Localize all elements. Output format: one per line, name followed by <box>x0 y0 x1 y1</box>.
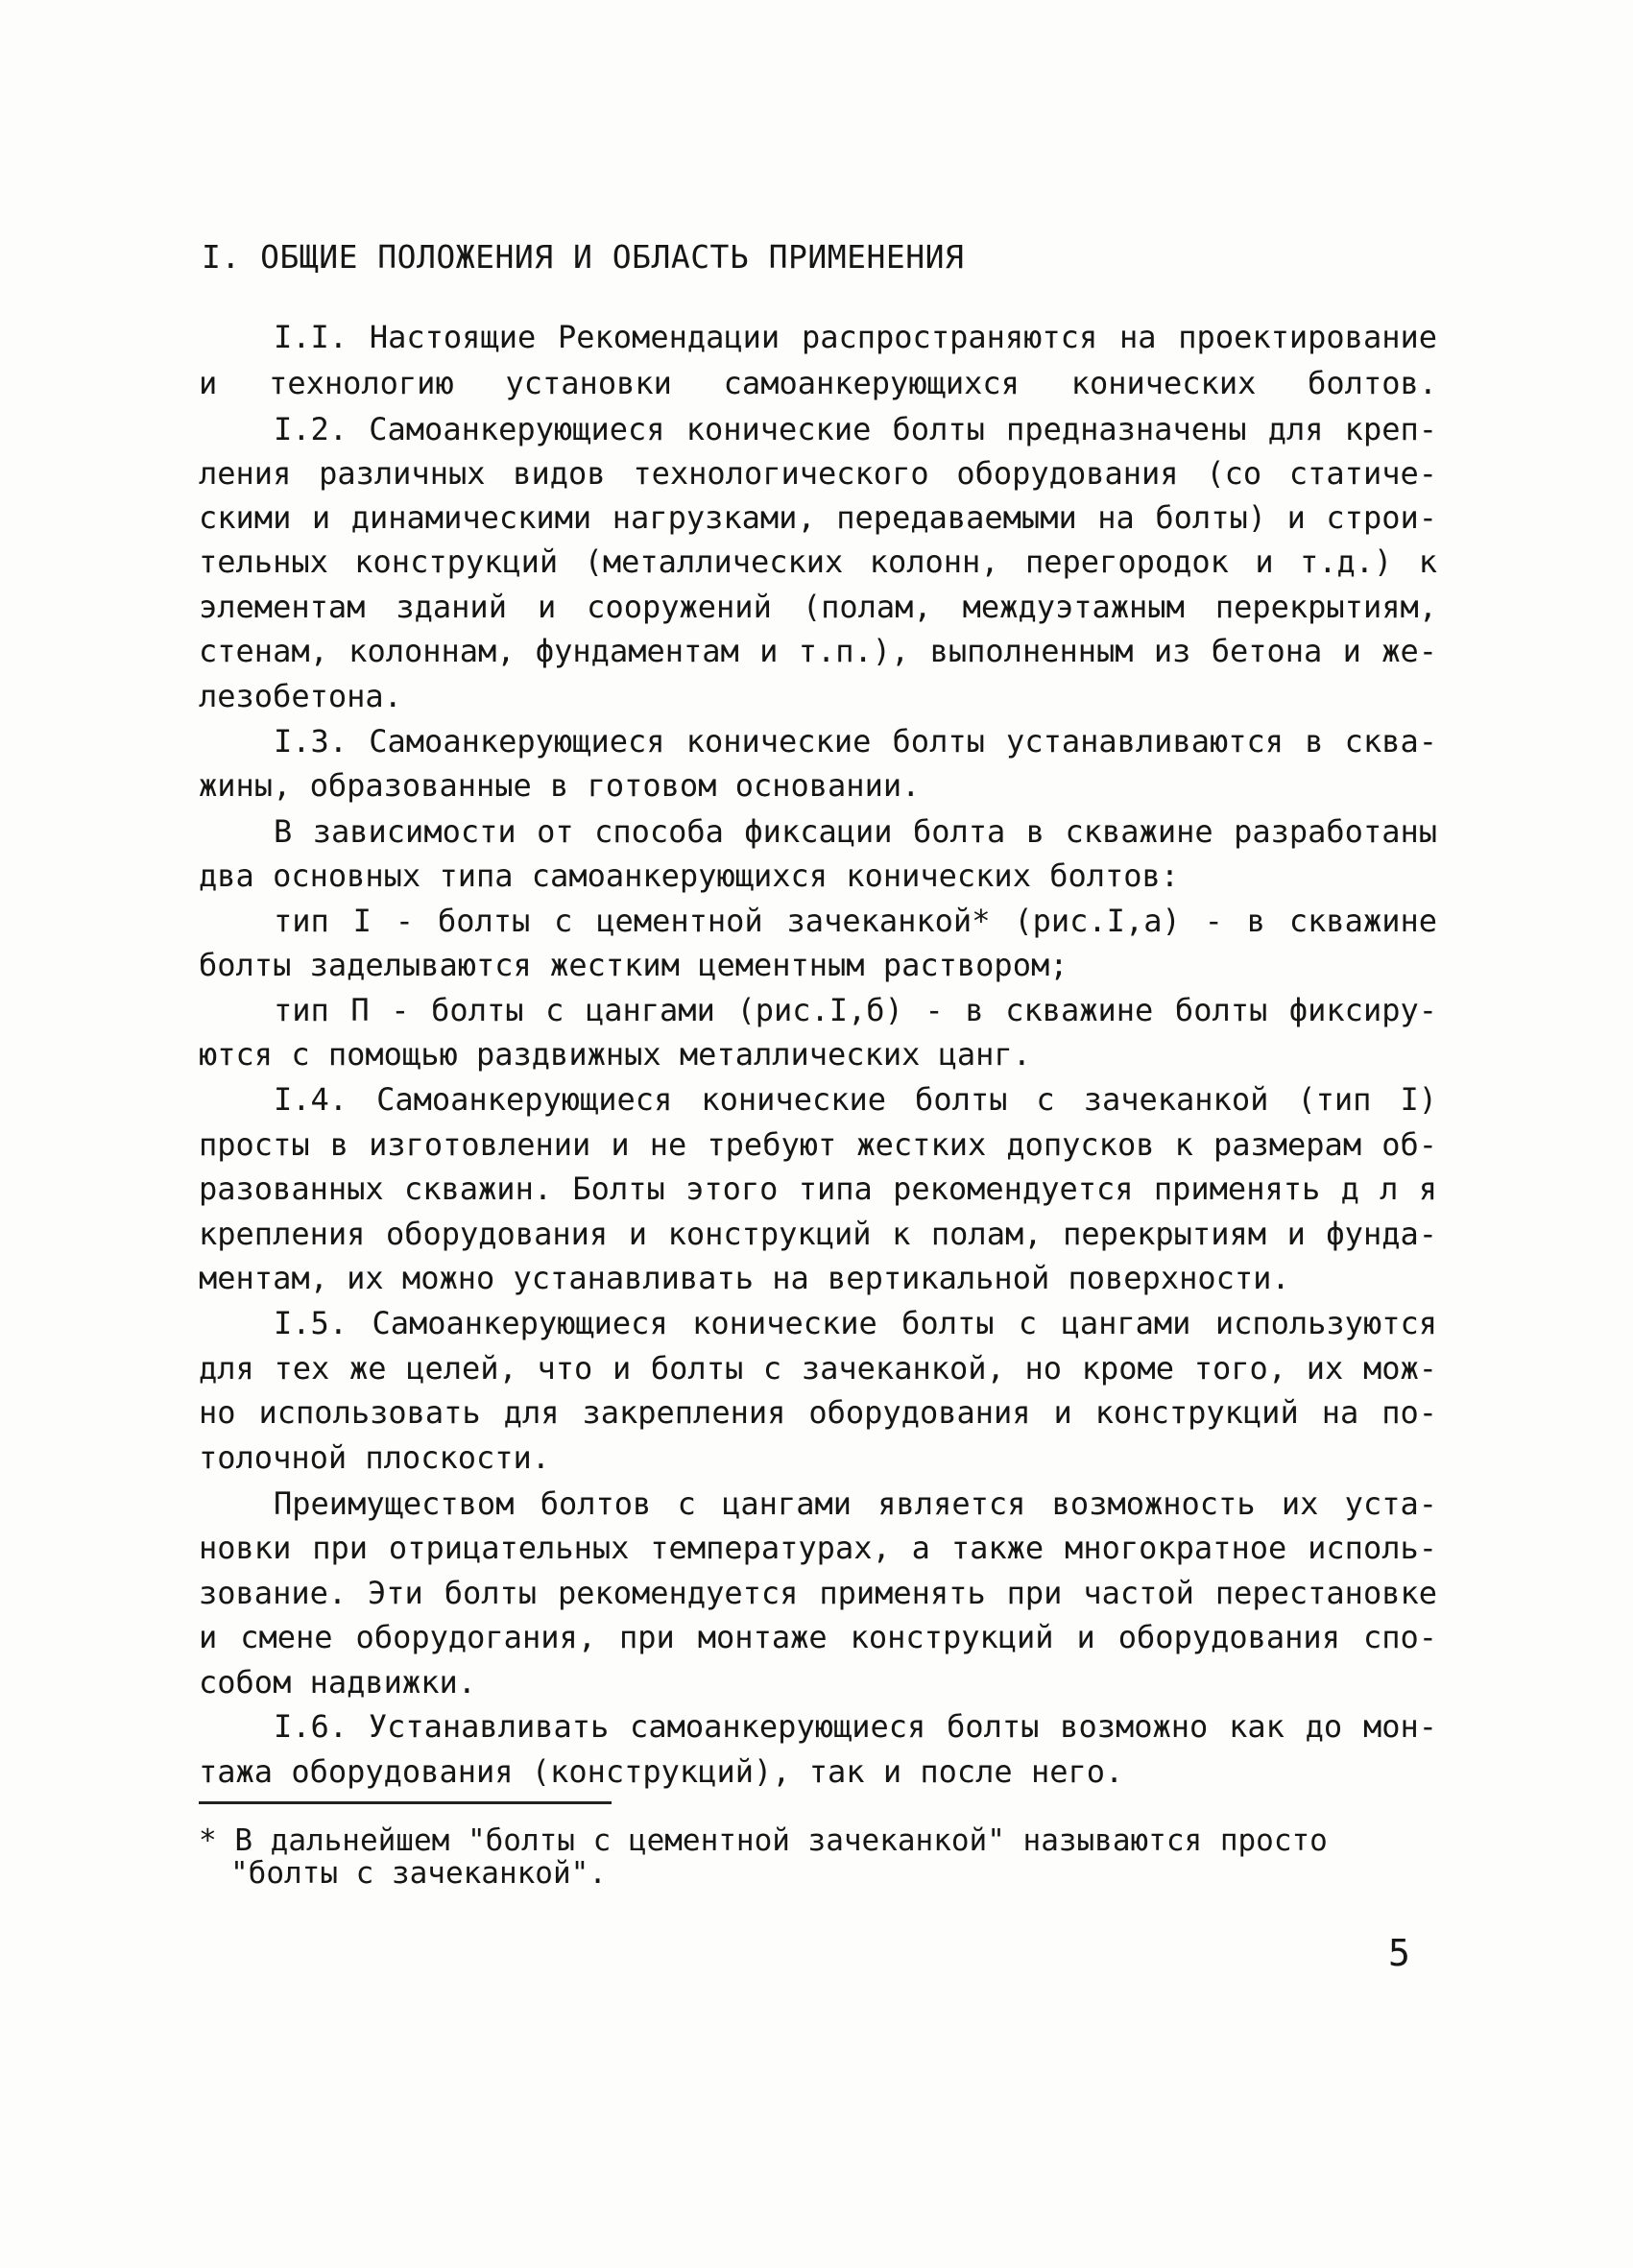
text-line: тельных конструкций (металлических колонн, перегородок и т.д.) к <box>199 543 1437 580</box>
text-line: ются с помощью раздвижных металлических цанг. <box>199 1036 1031 1073</box>
text-line: и технологию установки самоанкерующихся конических болтов. <box>199 365 1437 401</box>
text-line: толочной плоскости. <box>199 1439 551 1476</box>
text-line: крепления оборудования и конструкций к полам, перекрытиям и фунда- <box>199 1216 1437 1252</box>
footnote-line: * В дальнейшем "болты с цементной зачеканкой" называются просто <box>199 1823 1328 1858</box>
text-line: тип П - болты с цангами (рис.I,б) - в скважине болты фиксиру- <box>274 992 1437 1028</box>
text-line: и смене оборудогания, при монтаже конструкций и оборудования спо- <box>199 1619 1437 1655</box>
text-line: ментам, их можно устанавливать на вертикальной поверхности. <box>199 1260 1290 1296</box>
text-line: жины, образованные в готовом основании. <box>199 767 921 804</box>
footnote-rule <box>199 1801 612 1804</box>
text-line: просты в изготовлении и не требуют жестких допусков к размерам об- <box>199 1126 1437 1163</box>
text-line: два основных типа самоанкерующихся конических болтов: <box>199 857 1180 894</box>
text-line: I.4. Самоанкерующиеся конические болты с зачеканкой (тип I) <box>274 1081 1437 1118</box>
text-line: болты заделываются жестким цементным раствором; <box>199 947 1069 983</box>
text-line: для тех же целей, что и болты с зачеканкой, но кроме того, их мож- <box>199 1350 1437 1387</box>
text-line: I.2. Самоанкерующиеся конические болты предназначены для креп- <box>274 411 1437 447</box>
text-line: тажа оборудования (конструкций), так и после него. <box>199 1753 1124 1790</box>
text-line: новки при отрицательных температурах, а также многократное исполь- <box>199 1530 1437 1566</box>
text-line: зование. Эти болты рекомендуется применять при частой перестановке <box>199 1575 1437 1611</box>
text-line: скими и динамическими нагрузками, передаваемыми на болты) и строи- <box>199 499 1437 536</box>
section-heading: I. ОБЩИЕ ПОЛОЖЕНИЯ И ОБЛАСТЬ ПРИМЕНЕНИЯ <box>202 238 965 276</box>
text-line: собом надвижки. <box>199 1664 476 1701</box>
text-line: I.6. Устанавливать самоанкерующиеся болты возможно как до мон- <box>274 1708 1437 1745</box>
text-line: I.3. Самоанкерующиеся конические болты устанавливаются в сква- <box>274 723 1437 760</box>
text-line: но использовать для закрепления оборудования и конструкций на по- <box>199 1394 1437 1431</box>
text-line: лезобетона. <box>199 678 402 714</box>
text-line: элементам зданий и сооружений (полам, междуэтажным перекрытиям, <box>199 589 1437 625</box>
text-line: I.5. Самоанкерующиеся конические болты с цангами используются <box>274 1305 1437 1341</box>
text-line: I.I. Настоящие Рекомендации распространяются на проектирование <box>274 319 1437 355</box>
text-line: ления различных видов технологического оборудования (со статиче- <box>199 455 1437 492</box>
text-line: разованных скважин. Болты этого типа рекомендуется применять д л я <box>199 1170 1437 1207</box>
text-line: тип I - болты с цементной зачеканкой* (рис.I,а) - в скважине <box>274 903 1437 939</box>
text-line: стенам, колоннам, фундаментам и т.п.), выполненным из бетона и же- <box>199 633 1437 669</box>
footnote-line: "болты с зачеканкой". <box>230 1856 607 1891</box>
text-line: Преимуществом болтов с цангами является возможность их уста- <box>274 1485 1437 1522</box>
text-line: В зависимости от способа фиксации болта в скважине разработаны <box>274 813 1437 850</box>
page-number: 5 <box>1388 1932 1410 1974</box>
